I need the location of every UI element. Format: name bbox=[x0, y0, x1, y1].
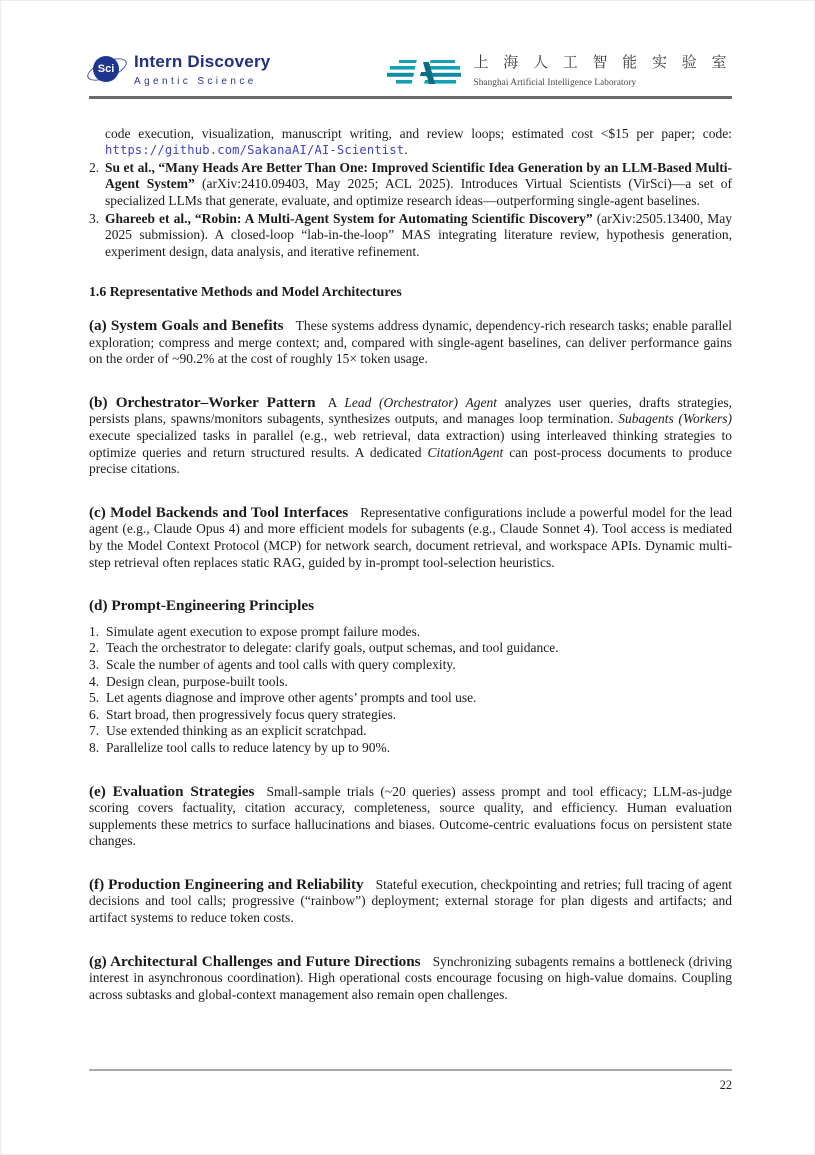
principles-list-item bbox=[89, 723, 732, 740]
principles-list bbox=[89, 624, 732, 757]
list-item-number: 5. bbox=[89, 690, 100, 706]
reference-description: (arXiv:2505.13400, May 2025 submission). A closed-loop “lab-in-the-loop” MAS integrating literature review, hypothesis generation, experiment design, data analysis, and iterative refinement. bbox=[105, 210, 732, 259]
list-item-text: Let agents diagnose and improve other agents’ prompts and tool use. bbox=[106, 690, 477, 706]
paragraph-d bbox=[89, 598, 732, 756]
reference-text: code execution, visualization, manuscript writing, and review loops; estimated cost <$15 per paper; code: bbox=[105, 125, 732, 141]
paragraph-text: Lead (Orchestrator) Agent bbox=[344, 394, 497, 410]
reference-list bbox=[89, 160, 732, 261]
sci-badge: Sci bbox=[93, 56, 119, 82]
paragraph-text: analyzes user queries, drafts strategies, persists plans, spawns/monitors subagents, synthesizes outputs, and manages loop termination. bbox=[89, 394, 732, 427]
reference-title: Ghareeb et al., “Robin: A Multi-Agent System for Automating Scientific Discovery” bbox=[105, 210, 593, 226]
reference-item bbox=[89, 211, 732, 261]
list-item-number: 1. bbox=[89, 623, 100, 639]
list-item-number: 3. bbox=[89, 656, 100, 672]
paragraph-g bbox=[89, 954, 732, 1004]
principles-list-item bbox=[89, 740, 732, 757]
list-item-number: 7. bbox=[89, 723, 100, 739]
list-item-number: 8. bbox=[89, 739, 100, 755]
page-number: 22 bbox=[719, 1078, 732, 1092]
principles-list-item bbox=[89, 674, 732, 691]
lab-name-english: Shanghai Artificial Intelligence Laboratory bbox=[473, 76, 637, 87]
lab-stripes-icon bbox=[387, 58, 463, 88]
paragraph-text: can post-process documents to produce precise citations. bbox=[89, 444, 732, 477]
paragraph-heading-e: (e) Evaluation Strategies bbox=[89, 782, 255, 800]
reference-number: 2. bbox=[89, 159, 100, 175]
paragraph-heading-c: (c) Model Backends and Tool Interfaces bbox=[89, 503, 349, 521]
reference-description: (arXiv:2410.09403, May 2025; ACL 2025). Introduces Virtual Scientists (VirSci)—a set of specialized LLMs that generate, evaluate, and optimize research ideas—outperforming single-agent baselines. bbox=[105, 176, 732, 209]
document-body bbox=[1, 99, 814, 1004]
paragraph-text: Synchronizing subagents remains a bottleneck (driving interest in asynchronous coordination). High operational costs encourage focusing on high-value domains. Coupling across subtasks and global-context management also remain open challenges. bbox=[89, 953, 732, 1002]
principles-list-item bbox=[89, 707, 732, 724]
paragraph-text: Stateful execution, checkpointing and retries; full tracing of agent decisions and tool calls; progressive (“rainbow”) deployment; external storage for plan digests and artifacts; and artifact systems to reduce token costs. bbox=[89, 876, 732, 926]
reference-title: Su et al., “Many Heads Are Better Than One: Improved Scientific Idea Generation by an LLM-Based Multi-Agent System” bbox=[105, 159, 732, 192]
paragraph-text: Subagents (Workers) bbox=[618, 411, 732, 427]
github-link[interactable]: https://github.com/SakanaAI/AI-Scientist bbox=[105, 143, 405, 158]
lab-name-chinese: 上 海 人 工 智 能 实 验 室 bbox=[473, 55, 732, 71]
paragraph-text: execute specialized tasks in parallel (e.g., web retrieval, data extraction) using interleaved thinking strategies to optimize queries and return structured results. A dedicated bbox=[89, 428, 732, 460]
brand-text bbox=[134, 51, 270, 90]
list-item-number: 4. bbox=[89, 673, 100, 689]
list-item-number: 6. bbox=[89, 706, 100, 722]
paragraph-heading-g: (g) Architectural Challenges and Future Directions bbox=[89, 952, 421, 970]
reference-number: 3. bbox=[89, 210, 100, 226]
brand-name: Intern Discovery bbox=[134, 52, 271, 71]
paragraph-text: A bbox=[327, 394, 345, 410]
page-footer bbox=[89, 1069, 732, 1094]
link-period: . bbox=[404, 142, 408, 158]
paragraph-b bbox=[89, 395, 732, 478]
paragraph-e bbox=[89, 784, 732, 850]
paragraph-heading-d: (d) Prompt-Engineering Principles bbox=[89, 597, 314, 615]
reference-item-continuation bbox=[89, 126, 732, 159]
footer-rule bbox=[89, 1069, 732, 1071]
paragraph-text: CitationAgent bbox=[427, 444, 504, 460]
principles-list-item bbox=[89, 657, 732, 674]
list-item-text: Use extended thinking as an explicit scratchpad. bbox=[106, 723, 367, 739]
principles-list-item bbox=[89, 624, 732, 641]
list-item-text: Scale the number of agents and tool calls with query complexity. bbox=[106, 656, 456, 672]
intern-discovery-logo bbox=[89, 51, 270, 90]
list-item-text: Design clean, purpose-built tools. bbox=[106, 673, 288, 689]
paragraph-f bbox=[89, 877, 732, 927]
list-item-text: Simulate agent execution to expose prompt failure modes. bbox=[106, 623, 421, 639]
shanghai-ai-lab-logo bbox=[387, 51, 732, 90]
paragraph-heading-b: (b) Orchestrator–Worker Pattern bbox=[89, 393, 316, 411]
lab-text bbox=[473, 55, 732, 90]
section-heading: 1.6 Representative Methods and Model Architectures bbox=[89, 284, 402, 300]
reference-item bbox=[89, 160, 732, 210]
paragraph-text: Representative configurations include a powerful model for the lead agent (e.g., Claude Opus 4) and more efficient models for subagents (e.g., Claude Sonnet 4). Tool access is mediated by the Model Context Protocol (MCP) for network search, document retrieval, and workspace APIs. Dynamic multi-step retrieval often replaces static RAG, guided by in-prompt tool-selection heuristics. bbox=[89, 504, 732, 570]
list-item-text: Teach the orchestrator to delegate: clarify goals, output schemas, and tool guidance. bbox=[106, 640, 559, 656]
sci-orbit-icon bbox=[89, 51, 125, 87]
principles-list-item bbox=[89, 690, 732, 707]
paragraph-c bbox=[89, 505, 732, 571]
paragraph-a bbox=[89, 318, 732, 368]
paragraph-heading-a: (a) System Goals and Benefits bbox=[89, 317, 284, 335]
list-item-text: Parallelize tool calls to reduce latency by up to 90%. bbox=[106, 739, 391, 755]
principles-list-item bbox=[89, 640, 732, 657]
paragraph-text: Small-sample trials (~20 queries) assess prompt and tool efficacy; LLM-as-judge scoring covers factuality, citation accuracy, completeness, source quality, and efficiency. Human evaluation supplements these metrics to surface hallucinations and biases. Outcome-centric evaluations focus on persistent state changes. bbox=[89, 783, 732, 849]
brand-tagline: Agentic Science bbox=[134, 75, 257, 87]
list-item-number: 2. bbox=[89, 640, 100, 656]
list-item-text: Start broad, then progressively focus query strategies. bbox=[106, 706, 397, 722]
method-paragraphs bbox=[89, 318, 732, 1003]
paragraph-text: These systems address dynamic, dependency-rich research tasks; enable parallel exploration; compress and merge context; and, compared with single-agent baselines, can deliver performance gains on the order of ~90.2% at the cost of roughly 15× token usage. bbox=[89, 318, 732, 367]
paragraph-heading-f: (f) Production Engineering and Reliability bbox=[89, 875, 364, 893]
page-header bbox=[1, 1, 814, 90]
